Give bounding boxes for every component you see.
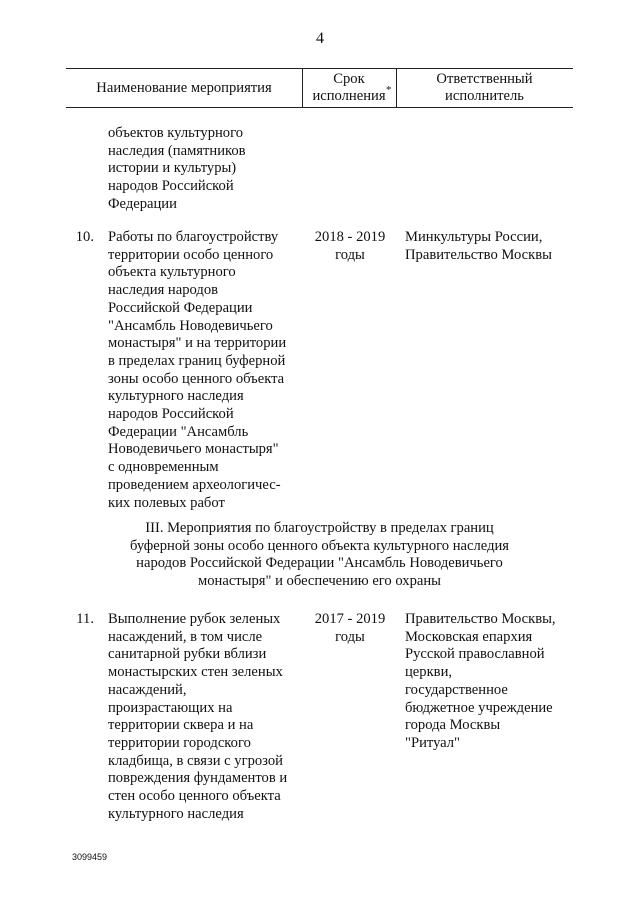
table-header	[66, 68, 573, 108]
row-10-name-line: культурного наследия	[108, 388, 244, 405]
section-3-heading	[66, 520, 573, 591]
section-3-heading-line: монастыря" и обеспечению его охраны	[198, 573, 441, 590]
row-11-name-line: Выполнение рубок зеленых	[108, 611, 281, 627]
row-11-responsible-line: бюджетное учреждение	[405, 699, 553, 716]
continuation-line: наследия (памятников	[108, 142, 246, 159]
row-10-term-line: годы	[335, 246, 365, 263]
row-10-responsible-line: Правительство Москвы	[405, 246, 552, 263]
row-10-name-line: монастыря" и на территории	[108, 335, 287, 352]
row-10-term-line: 2018 - 2019	[314, 229, 386, 245]
header-term-line-1: Срок	[333, 71, 365, 87]
row-10-responsible-line: Минкультуры России,	[405, 229, 543, 245]
row-11-responsible-line: города Москвы	[405, 717, 501, 734]
row-11-responsible-line: Русской православной	[405, 646, 545, 663]
continuation-text	[108, 125, 246, 214]
row-10-name-line: наследия народов	[108, 282, 219, 299]
row-11-name-line: насаждений, в том числе	[108, 628, 263, 645]
row-10-name-line: в пределах границ буферной	[108, 352, 286, 369]
row-10-name-line: с одновременным	[108, 459, 219, 476]
row-10-name-line: народов Российской	[108, 406, 234, 423]
header-name-cell	[66, 68, 302, 108]
header-term-line-2: исполнения	[312, 88, 386, 104]
row-11-number: 11.	[76, 611, 94, 627]
row-10-name-line: проведением археологичес-	[108, 476, 281, 493]
row-11-name-line: насаждений,	[108, 681, 187, 698]
continuation-line: истории и культуры)	[108, 160, 237, 177]
section-3-heading-line: народов Российской Федерации "Ансамбль Новодевичьего	[136, 555, 503, 572]
row-11-term-line: годы	[335, 628, 365, 645]
row-10-name-line: объекта культурного	[108, 264, 236, 281]
header-term-footnote-mark: *	[386, 84, 392, 96]
row-11-responsible	[405, 611, 556, 753]
row-11-responsible-line: Московская епархия	[405, 628, 533, 645]
row-11-responsible-line: Правительство Москвы,	[405, 611, 556, 627]
row-10-name-line: Работы по благоустройству	[108, 229, 279, 245]
header-name-label: Наименование мероприятия	[96, 79, 272, 96]
header-responsible-line-2: исполнитель	[445, 88, 524, 104]
row-10-name-line: Российской Федерации	[108, 299, 253, 316]
row-11-name-line: санитарной рубки вблизи	[108, 646, 267, 663]
row-10-name-line: территории особо ценного	[108, 246, 274, 263]
row-11-responsible-line: "Ритуал"	[405, 734, 461, 751]
document-id: 3099459	[72, 852, 108, 862]
row-11-name-line: кладбища, в связи с угрозой	[108, 752, 283, 769]
row-10-responsible	[405, 229, 552, 264]
section-3-heading-line: буферной зоны особо ценного объекта культурного наследия	[129, 537, 510, 554]
continuation-line: Федерации	[108, 195, 177, 212]
row-11-name-line: культурного наследия	[108, 805, 244, 822]
row-11-term-line: 2017 - 2019	[314, 611, 386, 627]
continuation-line: объектов культурного	[108, 125, 244, 141]
page-number: 4	[316, 30, 324, 47]
row-11-name-line: произрастающих на	[108, 699, 233, 716]
row-10-name-line: Новодевичьего монастыря"	[108, 441, 279, 458]
row-10-number: 10.	[75, 229, 94, 245]
row-11-term	[304, 611, 396, 646]
header-responsible-line-1: Ответственный	[436, 71, 533, 87]
section-3-heading-line: III. Мероприятия по благоустройству в пределах границ	[145, 520, 494, 536]
row-11-name-line: территории городского	[108, 734, 251, 751]
row-10-name-line: зоны особо ценного объекта	[108, 370, 285, 387]
continuation-line: народов Российской	[108, 178, 234, 195]
row-11-name-line: территории сквера и на	[108, 717, 254, 734]
row-11-responsible-line: церкви,	[405, 664, 453, 681]
row-11-name	[108, 611, 287, 823]
row-11-name-line: монастырских стен зеленых	[108, 664, 283, 681]
row-10-name-line: "Ансамбль Новодевичьего	[108, 317, 273, 334]
row-10-name-line: ких полевых работ	[108, 494, 225, 511]
row-10-term	[304, 229, 396, 264]
row-11-name-line: стен особо ценного объекта	[108, 788, 281, 805]
header-term-cell	[302, 68, 396, 108]
row-11-name-line: повреждения фундаментов и	[108, 770, 288, 787]
row-10-name-line: Федерации "Ансамбль	[108, 423, 249, 440]
row-11-responsible-line: государственное	[405, 681, 508, 698]
row-10-name	[108, 229, 286, 512]
header-responsible-cell	[396, 68, 573, 108]
